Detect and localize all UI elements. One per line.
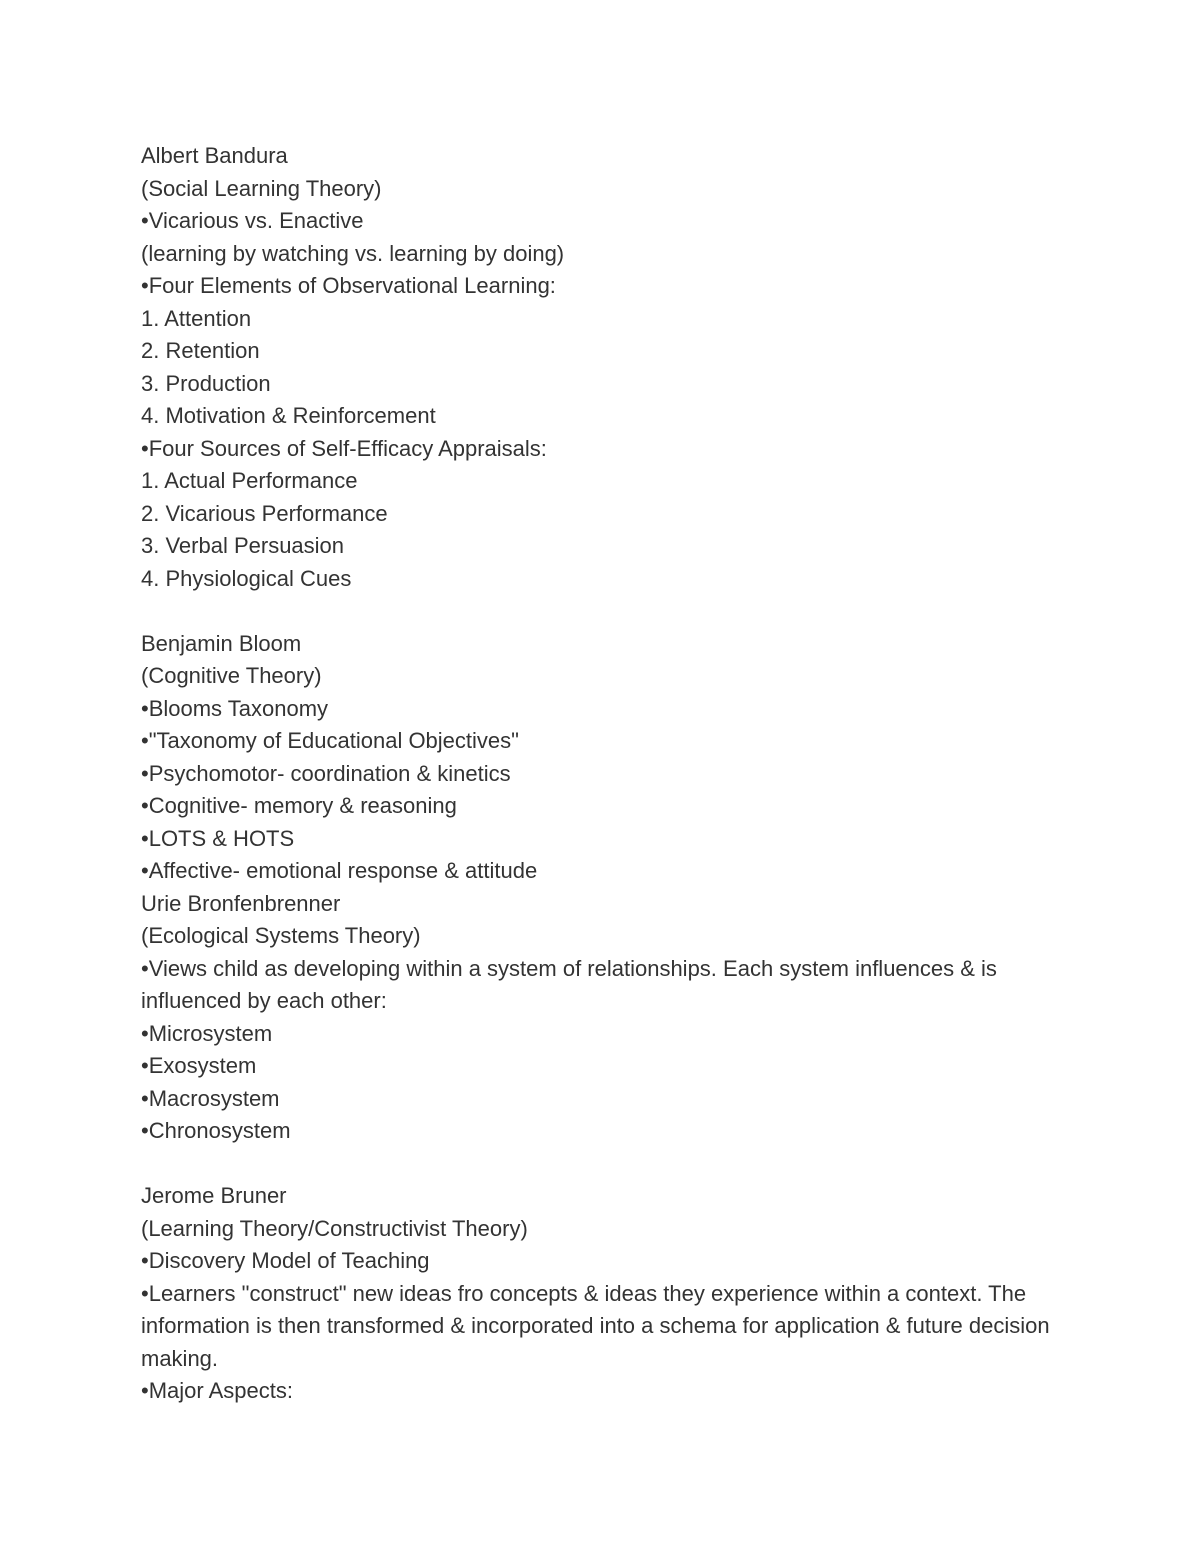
list-item: •Learners "construct" new ideas fro concepts & ideas they experience within a context. The information is then transformed & incorporated into a schema for application & future decision making. — [141, 1280, 1050, 1371]
section-theory-bronfenbrenner: (Ecological Systems Theory) — [141, 923, 421, 948]
list-item: •Chronosystem — [141, 1118, 291, 1143]
list-item: •Psychomotor- coordination & kinetics — [141, 760, 511, 786]
section-heading-bloom: Benjamin Bloom — [141, 630, 302, 656]
section-heading-bruner: Jerome Bruner — [141, 1183, 287, 1208]
list-item: •Cognitive- memory & reasoning — [141, 793, 457, 818]
list-item: 3. Production — [141, 370, 271, 396]
list-item: 1. Attention — [141, 305, 252, 331]
paragraph-spacer — [141, 1148, 1081, 1181]
list-item: •Four Elements of Observational Learning: — [141, 273, 556, 298]
list-item: (learning by watching vs. learning by doing) — [141, 240, 565, 266]
document-body — [141, 140, 1081, 1408]
list-item: •Discovery Model of Teaching — [141, 1248, 430, 1273]
list-item: •Microsystem — [141, 1020, 273, 1046]
list-item: •Four Sources of Self-Efficacy Appraisals: — [141, 435, 547, 461]
list-item: 2. Vicarious Performance — [141, 500, 388, 526]
list-item: •Vicarious vs. Enactive — [141, 208, 364, 233]
section-heading-bandura: Albert Bandura — [141, 143, 288, 168]
list-item: •LOTS & HOTS — [141, 825, 295, 851]
section-theory-bloom: (Cognitive Theory) — [141, 663, 322, 688]
section-heading-bronfenbrenner: Urie Bronfenbrenner — [141, 890, 341, 916]
list-item: •Views child as developing within a system of relationships. Each system influences & is influenced by each other: — [141, 955, 997, 1013]
list-item: •Exosystem — [141, 1053, 257, 1078]
list-item: •Blooms Taxonomy — [141, 695, 329, 721]
paragraph-spacer — [141, 595, 1081, 628]
list-item: 4. Motivation & Reinforcement — [141, 403, 436, 428]
section-theory-bandura: (Social Learning Theory) — [141, 175, 382, 201]
section-theory-bruner: (Learning Theory/Constructivist Theory) — [141, 1215, 528, 1241]
list-item: •Major Aspects: — [141, 1378, 293, 1403]
list-item: 2. Retention — [141, 338, 260, 363]
list-item: •Affective- emotional response & attitude — [141, 858, 538, 883]
list-item: •Macrosystem — [141, 1085, 280, 1111]
list-item: •"Taxonomy of Educational Objectives" — [141, 728, 519, 753]
list-item: 1. Actual Performance — [141, 468, 358, 493]
list-item: 3. Verbal Persuasion — [141, 533, 345, 558]
list-item: 4. Physiological Cues — [141, 565, 352, 591]
